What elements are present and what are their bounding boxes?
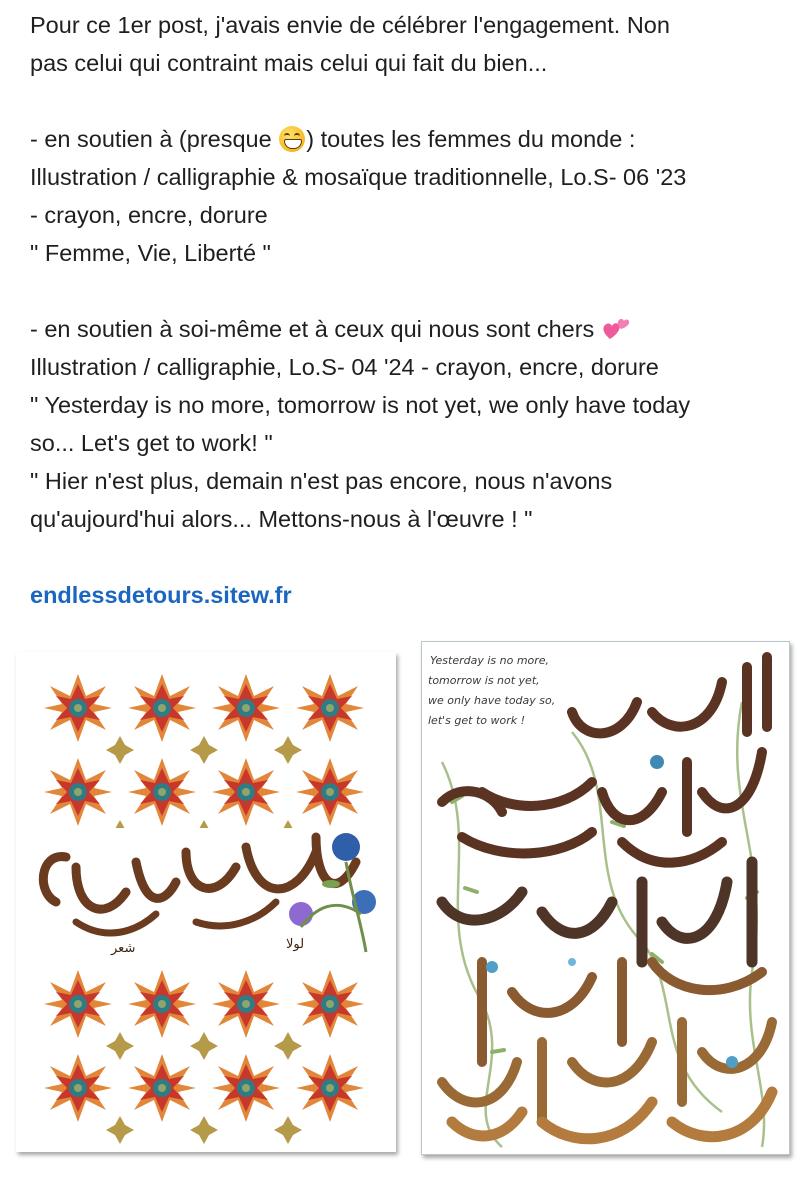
post-line: so... Let's get to work! " [30,430,273,456]
mosaic-star-tile [212,1054,280,1122]
mosaic-star-tile [44,674,112,742]
mosaic-star-tile [44,970,112,1038]
grinning-face-emoji-icon [279,126,305,152]
post-line: - en soutien à (presque ) toutes les femmes du monde : [30,126,636,152]
mosaic-gold-tile [274,1116,302,1144]
mosaic-star-tile [212,674,280,742]
mosaic-star-tile [44,758,112,826]
post-line: " Femme, Vie, Liberté " [30,240,271,266]
mosaic-gold-tile [106,1116,134,1144]
mosaic-star-tile [128,758,196,826]
post-line: Illustration / calligraphie, Lo.S- 04 '24 - crayon, encre, dorure [30,354,659,380]
website-link[interactable]: endlessdetours.sitew.fr [30,582,292,608]
post-text [30,6,790,614]
mosaic-star-tile [296,1054,364,1122]
post-line: - en soutien à soi-même et à ceux qui nous sont chers [30,310,790,348]
post-line: Illustration / calligraphie & mosaïque traditionnelle, Lo.S- 06 '23 [30,164,687,190]
note-line-1: Yesterday is no more, [430,654,550,667]
mosaic-star-tile [128,674,196,742]
mosaic-star-tile [296,970,364,1038]
post-line: Pour ce 1er post, j'avais envie de célébrer l'engagement. Non [30,12,670,38]
artwork-canvas-left [16,652,396,1152]
mosaic-star-tile [212,970,280,1038]
two-hearts-emoji-icon [601,315,631,343]
mosaic-gold-tile [274,736,302,764]
post-line: qu'aujourd'hui alors... Mettons-nous à l'œuvre ! " [30,506,533,532]
mosaic-star-tile [296,758,364,826]
artwork-left-small-text-2: لولا [286,936,305,951]
mosaic-gold-tile [190,1116,218,1144]
post-line: " Yesterday is no more, tomorrow is not yet, we only have today [30,392,691,418]
mosaic-star-tile [128,1054,196,1122]
mosaic-gold-tile [274,1032,302,1060]
mosaic-star-tile [212,758,280,826]
mosaic-star-tile [296,674,364,742]
artwork-left-small-text: شعر [111,940,136,955]
femme-vie-liberte-illustration[interactable] [16,652,396,1152]
note-line-3: we only have today so, [428,694,556,707]
mosaic-star-tile [44,1054,112,1122]
mosaic-gold-tile [106,1032,134,1060]
mosaic-gold-tile [190,736,218,764]
mosaic-gold-tile [106,736,134,764]
note-line-2: tomorrow is not yet, [428,674,540,687]
mosaic-gold-tile [190,1032,218,1060]
post-line: pas celui qui contraint mais celui qui fait du bien... [30,50,548,76]
post-line: - crayon, encre, dorure [30,202,268,228]
note-line-4: let's get to work ! [428,714,526,727]
artwork-canvas-right [422,642,789,1154]
post-line: " Hier n'est plus, demain n'est pas encore, nous n'avons [30,468,613,494]
mosaic-star-tile [128,970,196,1038]
yesterday-is-no-more-illustration[interactable] [421,641,790,1155]
